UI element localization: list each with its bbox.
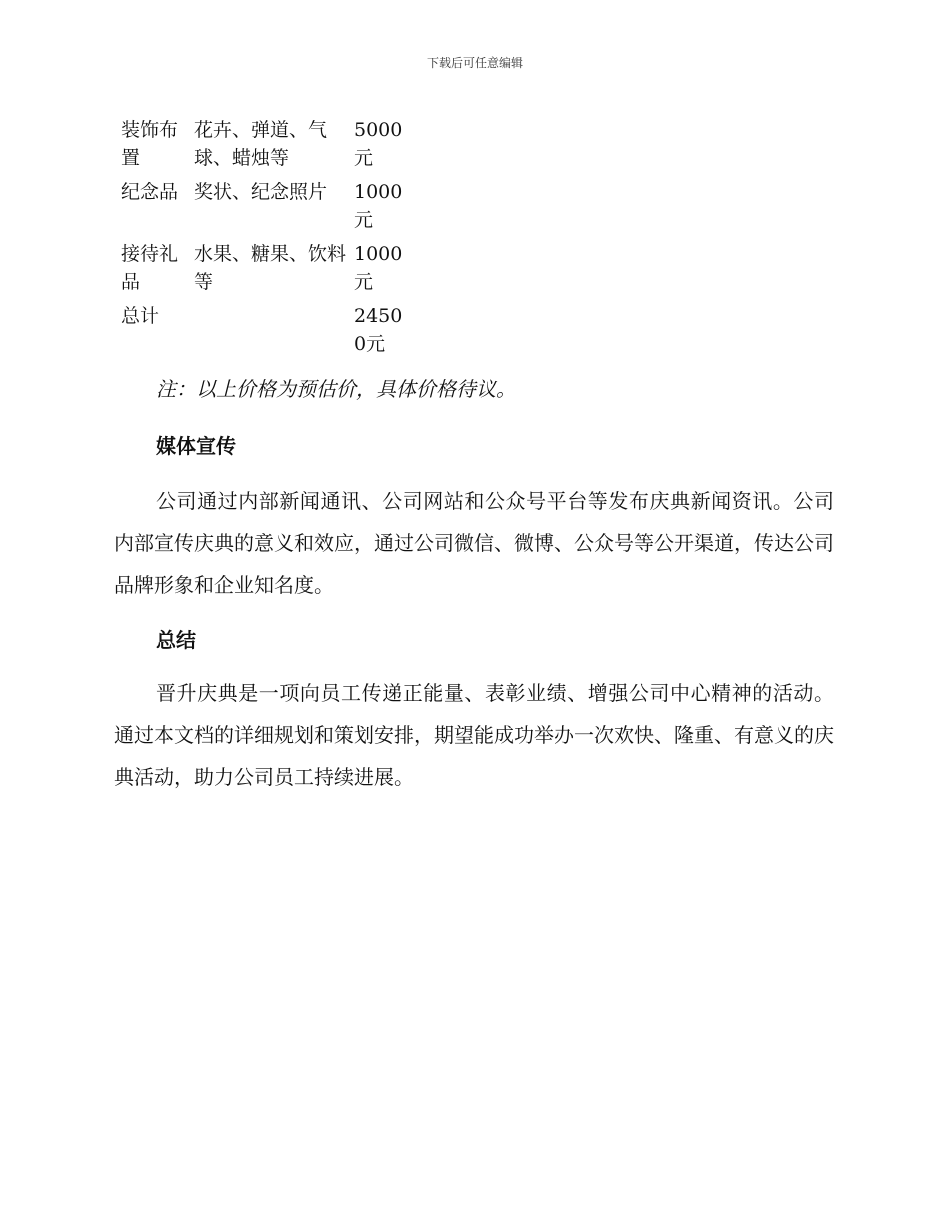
detail-label: 奖状、纪念照片 [194, 181, 328, 203]
item-cell [114, 240, 194, 302]
detail-label: 花卉、弹道、气球、蜡烛等 [194, 119, 328, 169]
section-heading-summary: 总结 [156, 628, 196, 652]
section-heading-media: 媒体宣传 [156, 434, 236, 458]
cost-cell [354, 302, 414, 364]
header-note: 下载后可任意编辑 [426, 56, 523, 70]
cost-label: 5000元 [354, 119, 403, 169]
price-note: 注：以上价格为预估价，具体价格待议。 [156, 377, 516, 401]
cost-cell [354, 240, 414, 302]
item-cell [114, 302, 194, 364]
item-cell [114, 178, 194, 240]
detail-cell [194, 116, 354, 178]
table-row [114, 240, 414, 302]
cost-label: 24500元 [354, 305, 403, 355]
cost-cell [354, 116, 414, 178]
item-cell [114, 116, 194, 178]
item-label: 纪念品 [121, 181, 179, 203]
cost-label: 1000元 [354, 243, 403, 293]
section-body-media: 公司通过内部新闻通讯、公司网站和公众号平台等发布庆典新闻资讯。公司内部宣传庆典的意义和效应，通过公司微信、微博、公众号等公开渠道，传达公司品牌形象和企业知名度。 [114, 489, 834, 597]
cost-label: 1000元 [354, 181, 403, 231]
item-label: 接待礼品 [121, 243, 179, 293]
detail-label: 水果、糖果、饮料等 [194, 243, 347, 293]
cost-cell [354, 178, 414, 240]
section-body-summary: 晋升庆典是一项向员工传递正能量、表彰业绩、增强公司中心精神的活动。通过本文档的详细规划和策划安排，期望能成功举办一次欢快、隆重、有意义的庆典活动，助力公司员工持续进展。 [114, 681, 834, 789]
detail-cell [194, 178, 354, 240]
table-row [114, 116, 414, 178]
budget-table [114, 116, 414, 364]
item-label: 总计 [121, 305, 160, 327]
detail-cell [194, 240, 354, 302]
detail-cell [194, 302, 354, 364]
table-row-total [114, 302, 414, 364]
item-label: 装饰布置 [121, 119, 179, 169]
table-row [114, 178, 414, 240]
